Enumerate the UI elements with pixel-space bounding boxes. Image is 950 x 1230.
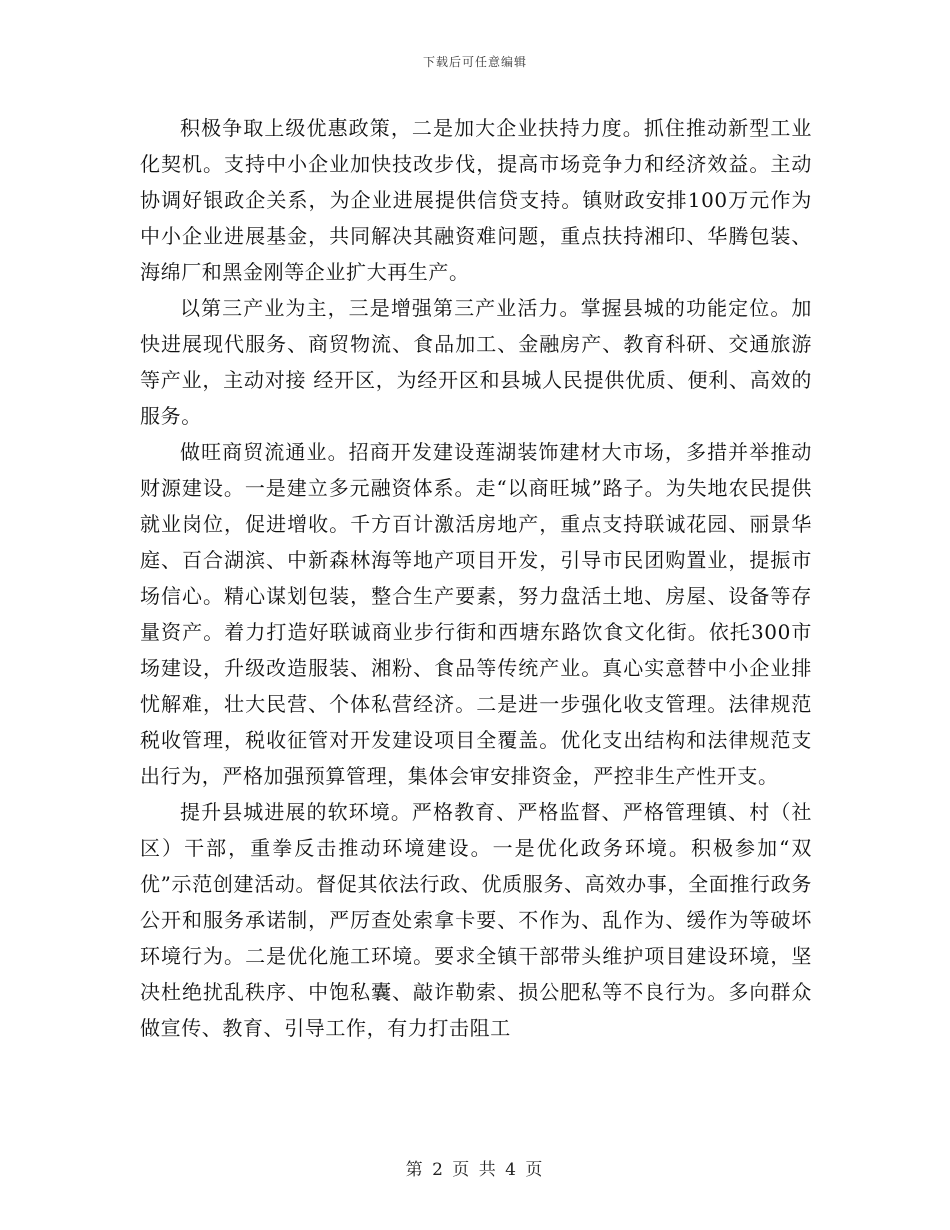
page-number-footer: 第 2 页 共 4 页 [405, 1160, 545, 1180]
paragraph-1: 积极争取上级优惠政策，二是加大企业扶持力度。抓住推动新型工业化契机。支持中小企业加快技改步伐，提高市场竞争力和经济效益。主动协调好银政企关系，为企业进展提供信贷支持。镇财政安排100万元作为中小企业进展基金，共同解决其融资难问题，重点扶持湘印、华腾包装、海绵厂和黑金刚等企业扩大再生产。 [140, 116, 812, 284]
paragraph-4: 提升县城进展的软环境。严格教育、严格监督、严格管理镇、村（社区）干部，重拳反击推动环境建设。一是优化政务环境。积极参加“双优”示范创建活动。督促其依法行政、优质服务、高效办事，全面推行政务公开和服务承诺制，严厉查处索拿卡要、不作为、乱作为、缓作为等破坏环境行为。二是优化施工环境。要求全镇干部带头维护项目建设环境，坚决杜绝扰乱秩序、中饱私囊、敲诈勒索、损公肥私等不良行为。多向群众做宣传、教育、引导工作，有力打击阻工 [140, 800, 812, 1040]
paragraph-3: 做旺商贸流通业。招商开发建设莲湖装饰建材大市场，多措并举推动财源建设。一是建立多元融资体系。走“以商旺城”路子。为失地农民提供就业岗位，促进增收。千方百计激活房地产，重点支持联诚花园、丽景华庭、百合湖滨、中新森林海等地产项目开发，引导市民团购置业，提振市场信心。精心谋划包装，整合生产要素，努力盘活土地、房屋、设备等存量资产。着力打造好联诚商业步行街和西塘东路饮食文化街。依托300市场建设，升级改造服装、湘粉、食品等传统产业。真心实意替中小企业排忧解难，壮大民营、个体私营经济。二是进一步强化收支管理。法律规范税收管理，税收征管对开发建设项目全覆盖。优化支出结构和法律规范支出行为，严格加强预算管理，集体会审安排资金，严控非生产性开支。 [140, 440, 812, 788]
paragraph-2: 以第三产业为主，三是增强第三产业活力。掌握县城的功能定位。加快进展现代服务、商贸物流、食品加工、金融房产、教育科研、交通旅游等产业，主动对接 经开区，为经开区和县城人民提供优质、便利、高效的服务。 [140, 296, 812, 428]
document-body [140, 110, 812, 1046]
page-header: 下载后可任意编辑 [422, 55, 527, 69]
